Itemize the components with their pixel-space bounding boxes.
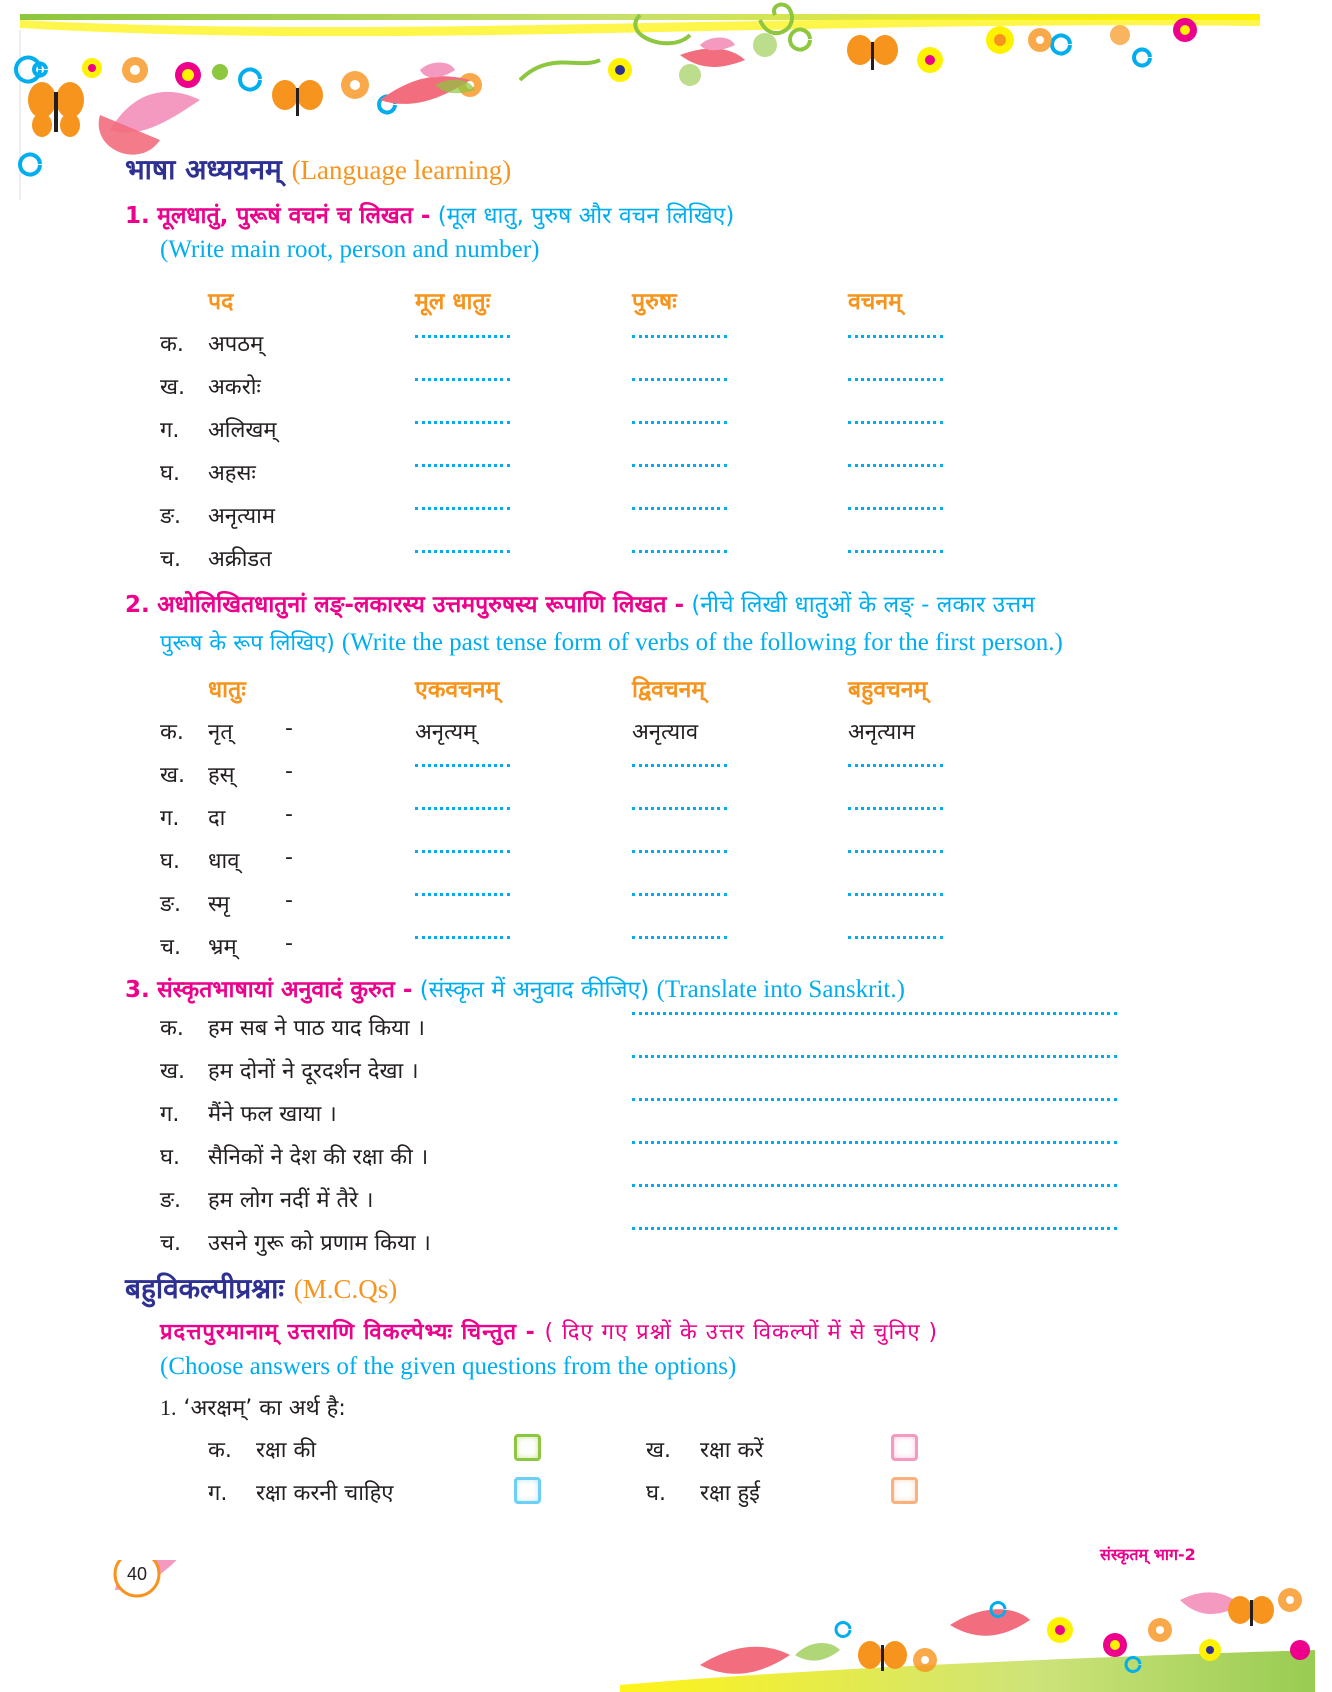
row-sentence: सैनिकों ने देश की रक्षा की । bbox=[208, 1145, 429, 1170]
answer-blank[interactable] bbox=[415, 335, 510, 338]
answer-blank[interactable] bbox=[632, 421, 727, 424]
answer-blank[interactable] bbox=[632, 807, 727, 810]
q2-note-line2 bbox=[160, 627, 1063, 657]
answer-blank[interactable] bbox=[848, 464, 943, 467]
answer-blank[interactable] bbox=[415, 893, 510, 896]
row-word: अक्रीडत bbox=[208, 547, 272, 572]
option-text: रक्षा की bbox=[256, 1438, 317, 1463]
section-title-language-learning bbox=[125, 150, 511, 188]
row-label: घ. bbox=[160, 849, 180, 874]
mcq-question-text: ‘अरक्षम्’ का अर्थ है: bbox=[183, 1396, 346, 1421]
answer-blank[interactable] bbox=[848, 378, 943, 381]
q1-header-number: वचनम् bbox=[848, 289, 902, 315]
answer-blank[interactable] bbox=[632, 378, 727, 381]
answer-blank[interactable] bbox=[415, 550, 510, 553]
q1-heading bbox=[125, 198, 734, 230]
row-dash: - bbox=[285, 845, 293, 870]
mcq-title-english: (M.C.Qs) bbox=[293, 1274, 398, 1304]
row-label: ग. bbox=[160, 1102, 180, 1127]
q2-note-hindi-1: (नीचे लिखी धातुओं के लङ् - लकार उत्तम bbox=[691, 592, 1035, 618]
q2-note-english: (Write the past tense form of verbs of the following for the first person.) bbox=[341, 629, 1063, 656]
row-label: ग. bbox=[160, 806, 180, 831]
q1-number: 1. bbox=[125, 203, 150, 229]
bottom-floral-border bbox=[0, 1560, 1332, 1692]
mcq-note-english: (Choose answers of the given questions from the options) bbox=[160, 1353, 737, 1380]
answer-blank[interactable] bbox=[415, 421, 510, 424]
answer-blank[interactable] bbox=[848, 550, 943, 553]
row-word: धाव् bbox=[208, 849, 240, 874]
q2-header-singular: एकवचनम् bbox=[415, 677, 500, 703]
row-label: ख. bbox=[160, 375, 185, 400]
answer-blank[interactable] bbox=[848, 507, 943, 510]
book-title: संस्कृतम् भाग-2 bbox=[1100, 1545, 1196, 1564]
q2-heading bbox=[125, 587, 1035, 619]
row-label: घ. bbox=[160, 461, 180, 486]
q1-note-english: (Write main root, person and number) bbox=[160, 236, 540, 263]
option-label: घ. bbox=[646, 1481, 666, 1506]
option-text: रक्षा हुई bbox=[700, 1481, 760, 1506]
q3-instruction: संस्कृतभाषायां अनुवादं कुरुत - bbox=[157, 977, 413, 1003]
row-dash: - bbox=[285, 888, 293, 913]
option-checkbox[interactable] bbox=[514, 1434, 541, 1461]
q1-header-pad: पद bbox=[208, 289, 234, 315]
row-word: स्मृ bbox=[208, 892, 230, 917]
row-label: च. bbox=[160, 935, 181, 960]
q2-instruction: अधोलिखितधातुनां लङ्-लकारस्य उत्तमपुरुषस्य रूपाणि लिखत - bbox=[157, 592, 684, 618]
row-label: ख. bbox=[160, 763, 185, 788]
answer-blank[interactable] bbox=[415, 464, 510, 467]
mcq-instruction-text: प्रदत्तपुरमानाम् उत्तराणि विकल्पेभ्यः चिन्तुत - bbox=[160, 1320, 536, 1345]
answer-blank[interactable] bbox=[415, 507, 510, 510]
section-title-english: (Language learning) bbox=[291, 155, 512, 185]
row-word: भ्रम् bbox=[208, 935, 237, 960]
mcq-title-hindi: बहुविकल्पीप्रश्नाः bbox=[125, 1272, 284, 1305]
option-checkbox[interactable] bbox=[891, 1477, 918, 1504]
q3-heading bbox=[125, 972, 905, 1004]
row-dash: - bbox=[285, 716, 293, 741]
row-label: क. bbox=[160, 720, 184, 745]
option-label: ख. bbox=[646, 1438, 671, 1463]
example-form-dual: अनृत्याव bbox=[632, 720, 699, 745]
section-title-hindi: भाषा अध्ययनम् bbox=[125, 153, 282, 186]
answer-blank[interactable] bbox=[848, 335, 943, 338]
q2-number: 2. bbox=[125, 592, 150, 618]
row-label: ङ. bbox=[160, 892, 182, 917]
answer-blank[interactable] bbox=[415, 378, 510, 381]
q1-header-person: पुरुषः bbox=[632, 289, 677, 315]
row-word: दा bbox=[208, 806, 226, 831]
answer-blank[interactable] bbox=[415, 764, 510, 767]
answer-blank[interactable] bbox=[632, 893, 727, 896]
mcq-title bbox=[125, 1269, 397, 1307]
q2-header-dual: द्विवचनम् bbox=[632, 677, 706, 703]
row-label: ख. bbox=[160, 1059, 185, 1084]
row-label: ङ. bbox=[160, 504, 182, 529]
mcq-instruction bbox=[160, 1316, 938, 1346]
row-word: नृत् bbox=[208, 720, 233, 745]
example-form-singular: अनृत्यम् bbox=[415, 720, 477, 745]
answer-blank[interactable] bbox=[632, 850, 727, 853]
row-word: अनृत्याम bbox=[208, 504, 276, 529]
answer-blank[interactable] bbox=[632, 1012, 1117, 1015]
row-word: अलिखम् bbox=[208, 418, 277, 443]
row-label: च. bbox=[160, 547, 181, 572]
page-number: 40 bbox=[126, 1564, 148, 1584]
answer-blank[interactable] bbox=[632, 464, 727, 467]
answer-blank[interactable] bbox=[848, 936, 943, 939]
answer-blank[interactable] bbox=[848, 893, 943, 896]
q3-number: 3. bbox=[125, 977, 150, 1003]
answer-blank[interactable] bbox=[415, 850, 510, 853]
answer-blank[interactable] bbox=[848, 764, 943, 767]
q2-note-hindi-2: पुरूष के रूप लिखिए) bbox=[160, 631, 335, 656]
option-text: रक्षा करें bbox=[700, 1438, 764, 1463]
answer-blank[interactable] bbox=[632, 1055, 1117, 1058]
option-label: ग. bbox=[208, 1481, 228, 1506]
q3-note-hindi: (संस्कृत में अनुवाद कीजिए) bbox=[419, 977, 650, 1003]
row-label: घ. bbox=[160, 1145, 180, 1170]
answer-blank[interactable] bbox=[632, 507, 727, 510]
row-word: अपठम् bbox=[208, 332, 264, 357]
option-label: क. bbox=[208, 1438, 232, 1463]
row-sentence: मैंने फल खाया । bbox=[208, 1102, 337, 1127]
row-dash: - bbox=[285, 931, 293, 956]
option-checkbox[interactable] bbox=[514, 1477, 541, 1504]
row-label: च. bbox=[160, 1231, 181, 1256]
answer-blank[interactable] bbox=[632, 335, 727, 338]
option-checkbox[interactable] bbox=[891, 1434, 918, 1461]
q3-note-english: (Translate into Sanskrit.) bbox=[656, 976, 905, 1003]
q2-header-plural: बहुवचनम् bbox=[848, 677, 928, 703]
answer-blank[interactable] bbox=[632, 1141, 1117, 1144]
mcq-question-number: 1. bbox=[160, 1395, 177, 1420]
option-text: रक्षा करनी चाहिए bbox=[256, 1481, 394, 1506]
q1-header-root: मूल धातुः bbox=[415, 289, 491, 315]
answer-blank[interactable] bbox=[848, 807, 943, 810]
row-label: ङ. bbox=[160, 1188, 182, 1213]
row-word: हस् bbox=[208, 763, 235, 788]
q2-header-root: धातुः bbox=[208, 677, 246, 703]
row-label: ग. bbox=[160, 418, 180, 443]
answer-blank[interactable] bbox=[848, 850, 943, 853]
row-label: क. bbox=[160, 1016, 184, 1041]
row-word: अकरोः bbox=[208, 375, 261, 400]
answer-blank[interactable] bbox=[632, 1227, 1117, 1230]
q1-instruction: मूलधातुं, पुरूषं वचनं च लिखत - bbox=[157, 203, 431, 229]
row-sentence: हम सब ने पाठ याद किया । bbox=[208, 1016, 425, 1041]
row-sentence: हम दोनों ने दूरदर्शन देखा । bbox=[208, 1059, 419, 1084]
row-label: क. bbox=[160, 332, 184, 357]
example-form-plural: अनृत्याम bbox=[848, 720, 916, 745]
answer-blank[interactable] bbox=[632, 936, 727, 939]
row-dash: - bbox=[285, 802, 293, 827]
row-word: अहसः bbox=[208, 461, 256, 486]
row-sentence: हम लोग नदीं में तैरे । bbox=[208, 1188, 374, 1213]
answer-blank[interactable] bbox=[415, 936, 510, 939]
answer-blank[interactable] bbox=[632, 1098, 1117, 1101]
answer-blank[interactable] bbox=[848, 421, 943, 424]
answer-blank[interactable] bbox=[632, 764, 727, 767]
answer-blank[interactable] bbox=[415, 807, 510, 810]
row-dash: - bbox=[285, 759, 293, 784]
mcq-question bbox=[160, 1392, 346, 1422]
mcq-note-hindi: ( दिए गए प्रश्नों के उत्तर विकल्पों में से चुनिए ) bbox=[544, 1320, 939, 1345]
answer-blank[interactable] bbox=[632, 1184, 1117, 1187]
q1-note-hindi: (मूल धातु, पुरुष और वचन लिखिए) bbox=[437, 203, 735, 229]
answer-blank[interactable] bbox=[632, 550, 727, 553]
row-sentence: उसने गुरू को प्रणाम किया । bbox=[208, 1231, 431, 1256]
